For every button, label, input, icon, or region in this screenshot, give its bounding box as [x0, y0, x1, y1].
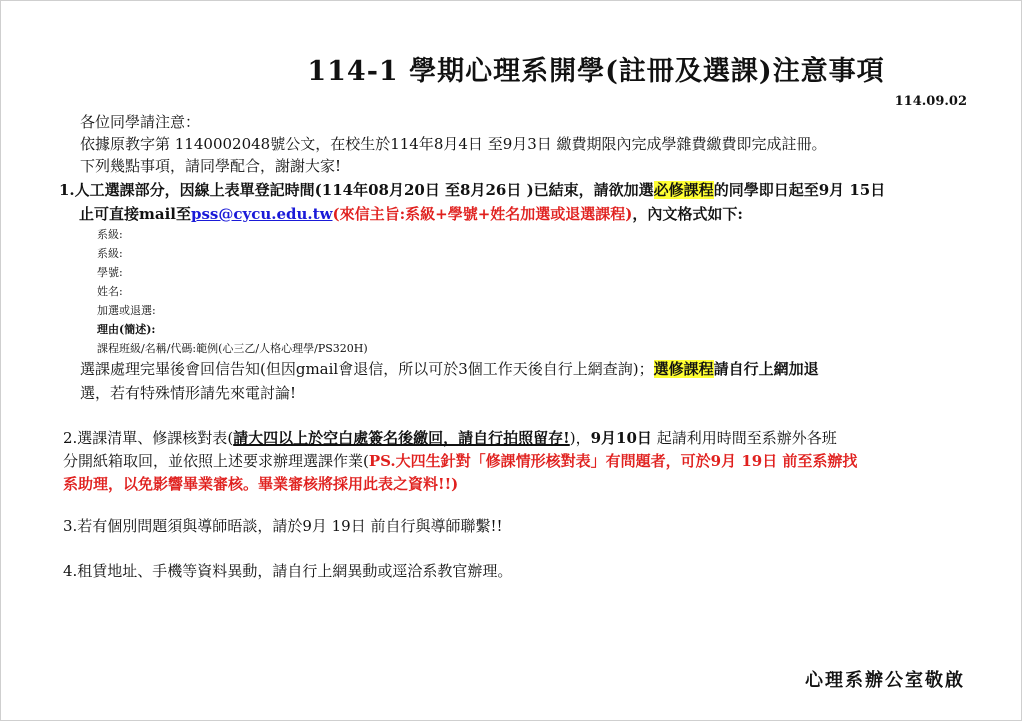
item3: 3.若有個別問題須與導師晤談，請於9月 19日 前自行與導師聯繫!! — [63, 517, 503, 535]
item2-date: 9月10日 — [590, 429, 652, 447]
field-add-drop: 加選或退選: — [97, 304, 156, 317]
mail-subject-note: (來信主旨:系級+學號+姓名加選或退選課程) — [332, 205, 633, 223]
field-dept-2: 系級: — [97, 247, 123, 260]
document-date: 114.09.02 — [894, 94, 967, 109]
item1-format-text: ，內文格式如下: — [632, 205, 743, 223]
item2-ps-note: PS.大四生針對「修課情形核對表」有問題者，可於9月 19日 前至系辦找 — [368, 452, 858, 470]
item2-line3: 系助理，以免影響畢業審核。畢業審核將採用此表之資料!!) — [63, 475, 459, 493]
item2-line2 — [63, 451, 857, 471]
item1-mail-text: 止可直接mail至 — [79, 205, 191, 223]
field-student-id: 學號: — [97, 266, 123, 279]
field-dept-1: 系級: — [97, 228, 123, 241]
item2-text-a: 2.選課清單、修課核對表( — [63, 429, 234, 447]
item2-signature-note: 請大四以上於空白處簽名後繳回，請自行拍照留存! — [233, 429, 570, 447]
intro-line-1: 依據原教字第 1140002048號公文，在校生於114年8月4日 至9月3日 繳費期限內完成學雜費繳費即完成註冊。 — [80, 135, 827, 153]
item4: 4.租賃地址、手機等資料異動，請自行上網異動或逕洽系教官辦理。 — [63, 562, 513, 580]
field-reason: 理由(簡述): — [97, 323, 156, 336]
elective-course-highlight: 選修課程 — [653, 360, 714, 378]
item1-note-line1 — [80, 359, 819, 379]
item1-note-b: 請自行上網加退 — [713, 360, 819, 378]
item2-line1 — [63, 428, 837, 448]
item1-line2 — [79, 204, 743, 224]
office-signature: 心理系辦公室敬啟 — [805, 670, 965, 691]
intro-line-2: 下列幾點事項，請同學配合，謝謝大家! — [80, 157, 342, 175]
field-name: 姓名: — [97, 285, 123, 298]
item1-text-b: 的同學即日起至9月 15日 — [713, 181, 886, 199]
page-title: 114-1 學期心理系開學(註冊及選課)注意事項 — [307, 56, 885, 87]
item1-note-a: 選課處理完畢後會回信告知(但因gmail會退信，所以可於3個工作天後自行上網查詢)； — [80, 360, 654, 378]
required-course-highlight: 必修課程 — [653, 181, 714, 199]
item2-line2-text: 分開紙箱取回，並依照上述要求辦理選課作業( — [63, 452, 369, 470]
item2-text-b: )， — [569, 429, 591, 447]
email-link[interactable]: pss@cycu.edu.tw — [191, 205, 333, 223]
item2-text-c: 起請利用時間至系辦外各班 — [651, 429, 837, 447]
field-course-code: 課程班級/名稱/代碼:範例(心三乙/人格心理學/PS320H) — [97, 342, 368, 355]
item1-line1 — [59, 180, 885, 200]
item1-text-a: 1.人工選課部分，因線上表單登記時間(114年08月20日 至8月26日 )已結束，請欲加選 — [59, 181, 654, 199]
greeting: 各位同學請注意： — [80, 113, 201, 131]
item1-note-line2: 選，若有特殊情形請先來電討論! — [80, 384, 297, 402]
